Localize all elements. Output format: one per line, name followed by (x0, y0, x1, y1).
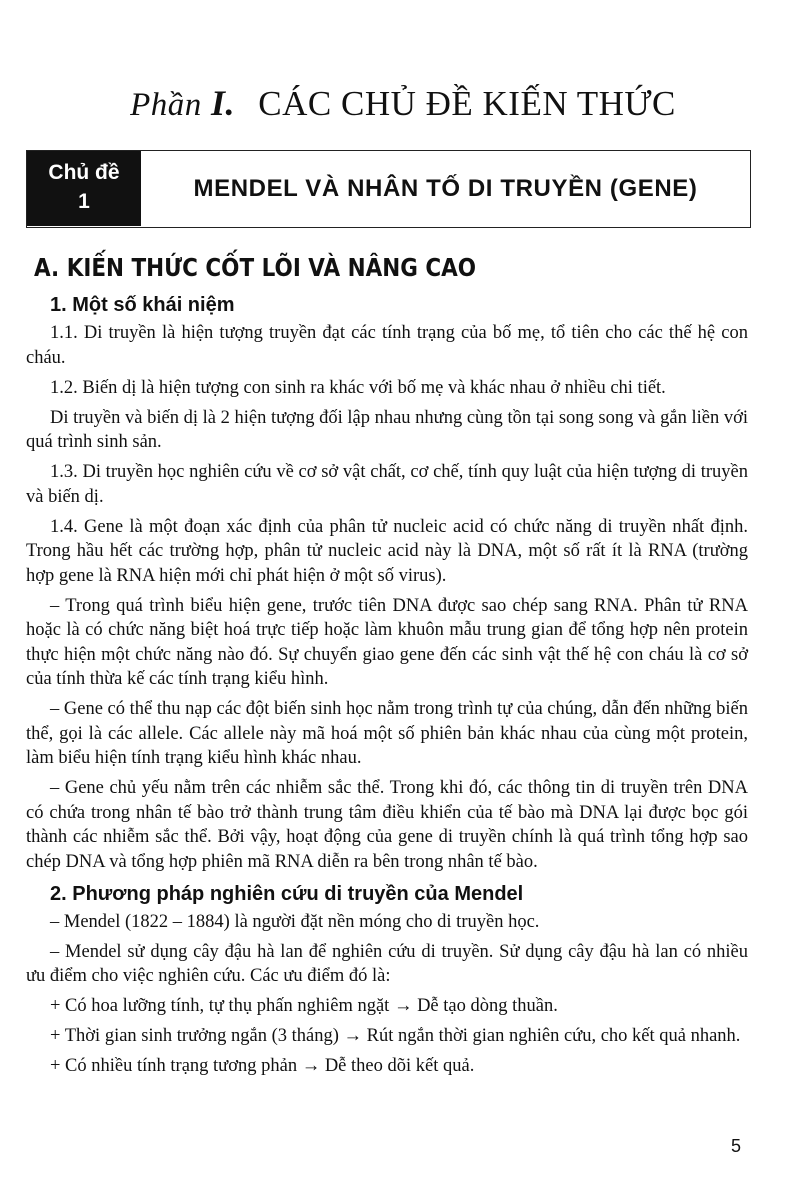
topic-title: MENDEL VÀ NHÂN TỐ DI TRUYỀN (GENE) (193, 174, 698, 202)
paragraph: 1.2. Biến dị là hiện tượng con sinh ra khác với bố mẹ và khác nhau ở nhiều chi tiết. (50, 377, 666, 398)
part-heading: CÁC CHỦ ĐỀ KIẾN THỨC (258, 84, 676, 123)
part-title (0, 82, 806, 124)
part-label: Phần (130, 87, 202, 123)
subsection-2-heading: 2. Phương pháp nghiên cứu di truyền của Mendel (50, 882, 524, 905)
topic-tag (27, 151, 141, 226)
paragraph: – Trong quá trình biểu hiện gene, trước tiên DNA được sao chép sang RNA. Phân tử RNA hoặc là có chức năng biệt hoá trực tiếp hoặc làm khuôn mẫu trung gian để tổng hợp nên protein thực hiện một chức năng nào đó. Sự chuyển giao gene đến các sinh vật thế hệ con cháu là cơ sở của tính thừa kế các tính trạng kiểu hình. (26, 595, 748, 689)
topic-tag-number: 1 (78, 190, 90, 213)
subsection-1-heading: 1. Một số khái niệm (50, 294, 235, 316)
topic-banner (26, 150, 751, 228)
paragraph: + Có hoa lưỡng tính, tự thụ phấn nghiêm ngặt → Dễ tạo dòng thuần. (50, 996, 558, 1016)
paragraph: + Có nhiều tính trạng tương phản → Dễ theo dõi kết quả. (50, 1056, 475, 1076)
section-a-heading: A. KIẾN THỨC CỐT LÕI VÀ NÂNG CAO (34, 253, 477, 282)
paragraph: – Mendel sử dụng cây đậu hà lan để nghiên cứu di truyền. Sử dụng cây đậu hà lan có nhiều ưu điểm cho việc nghiên cứu. Các ưu điểm đó là: (26, 941, 748, 986)
paragraph: 1.3. Di truyền học nghiên cứu về cơ sở vật chất, cơ chế, tính quy luật của hiện tượng di truyền và biến dị. (26, 462, 748, 507)
paragraph: – Gene có thể thu nạp các đột biến sinh học nằm trong trình tự của chúng, dẫn đến những biến thể, gọi là các allele. Các allele này mã hoá một số phiên bản khác nhau của cùng một protein, làm biểu hiện tính trạng kiểu hình khác nhau. (26, 699, 748, 768)
paragraph: + Thời gian sinh trưởng ngắn (3 tháng) → Rút ngắn thời gian nghiên cứu, cho kết quả nhanh. (50, 1026, 741, 1046)
paragraph: 1.4. Gene là một đoạn xác định của phân tử nucleic acid có chức năng di truyền nhất định. Trong hầu hết các trường hợp, phân tử nucleic acid này là DNA, một số rất ít là RNA (trường hợp gene là RNA hiện mới chỉ phát hiện ở một số virus). (26, 516, 748, 586)
part-numeral: I. (211, 83, 236, 123)
paragraph: – Mendel (1822 – 1884) là người đặt nền móng cho di truyền học. (50, 911, 540, 932)
paragraph: – Gene chủ yếu nằm trên các nhiễm sắc thể. Trong khi đó, các thông tin di truyền trên DNA có chứa trong nhân tế bào trở thành trung tâm điều khiển của tế bào mà DNA lại được bọc gói thành các nhiễm sắc thể. Bởi vậy, hoạt động của gene di truyền chính là quá trình tổng hợp sao chép DNA và tổng hợp phiên mã RNA diễn ra bên trong nhân tế bào. (26, 778, 748, 872)
topic-tag-label: Chủ đề (48, 161, 120, 184)
paragraph: Di truyền và biến dị là 2 hiện tượng đối lập nhau nhưng cùng tồn tại song song và gắn liền với quá trình sinh sản. (26, 407, 748, 452)
paragraph: 1.1. Di truyền là hiện tượng truyền đạt các tính trạng của bố mẹ, tổ tiên cho các thế hệ con cháu. (26, 323, 748, 368)
page-number: 5 (731, 1136, 742, 1156)
page-content (26, 291, 748, 1084)
